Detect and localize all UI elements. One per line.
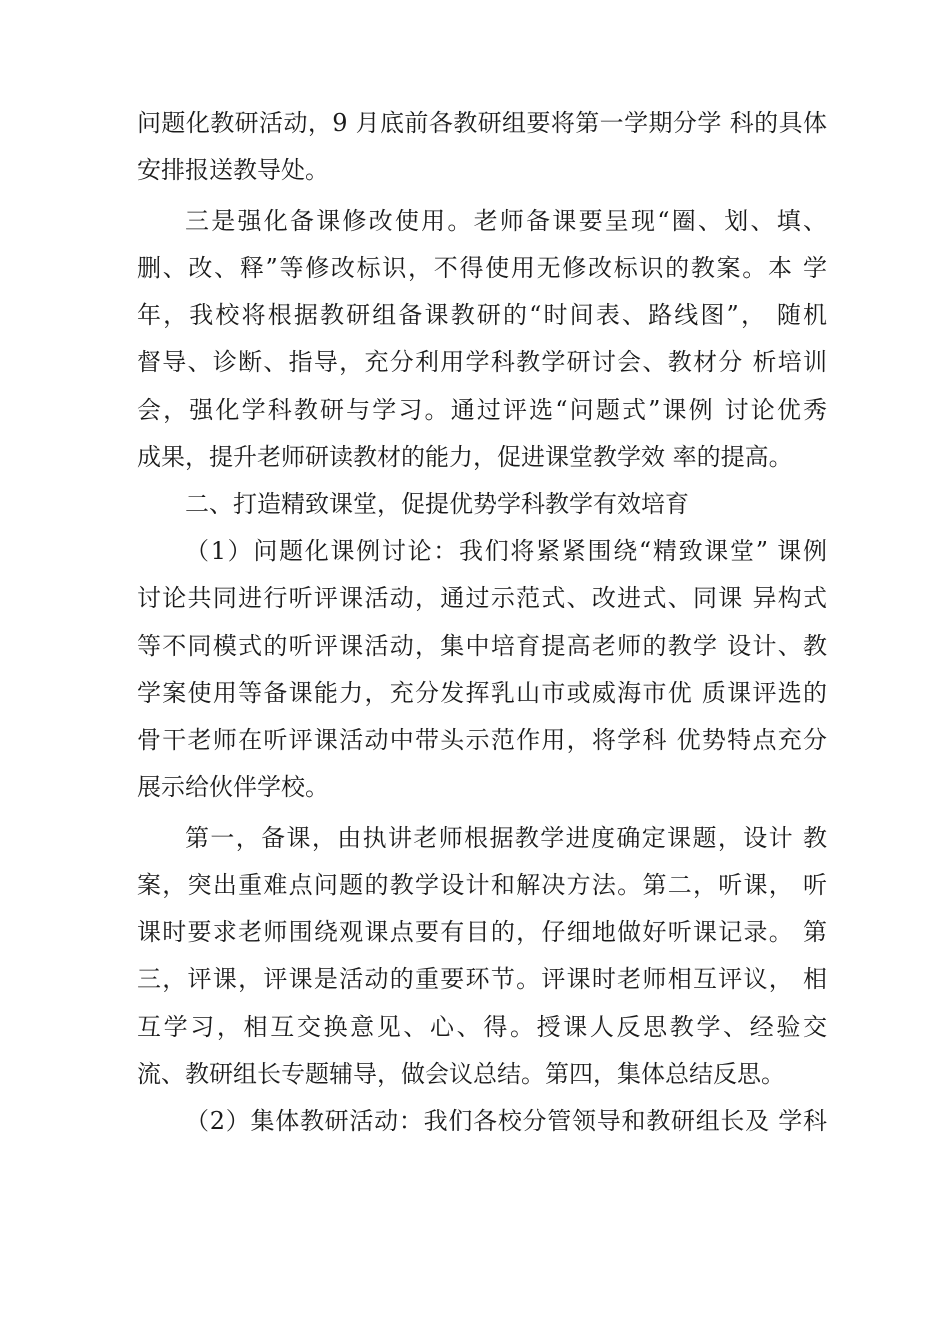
text-line: （2）集体教研活动：我们各校分管领导和教研组长及 学科 <box>185 1106 827 1135</box>
text-line: 会，强化学科教研与学习。通过评选“问题式”课例 讨论优秀 <box>137 395 827 424</box>
text-line: 展示给伙伴学校。 <box>137 773 329 802</box>
text-line: 流、教研组长专题辅导，做会议总结。第四，集体总结反思。 <box>137 1059 785 1088</box>
text-line: 第一，备课，由执讲老师根据教学进度确定课题，设计 教 <box>185 823 827 852</box>
section-heading: 二、打造精致课堂，促提优势学科教学有效培育 <box>185 490 689 518</box>
text-line: 骨干老师在听评课活动中带头示范作用，将学科 优势特点充分 <box>137 725 827 754</box>
text-line: （1）问题化课例讨论：我们将紧紧围绕“精致课堂” 课例 <box>185 537 827 566</box>
text-line: 删、改、释”等修改标识，不得使用无修改标识的教案。本 学 <box>137 254 827 283</box>
text-line: 问题化教研活动，9 月底前各教研组要将第一学期分学 科的具体 <box>137 109 827 137</box>
text-line: 安排报送教导处。 <box>137 156 329 185</box>
document-body <box>137 100 827 1145</box>
text-line: 三是强化备课修改使用。老师备课要呈现“圈、划、填、 <box>185 206 827 235</box>
text-line: 学案使用等备课能力，充分发挥乳山市或威海市优 质课评选的 <box>137 678 827 707</box>
text-line: 三，评课，评课是活动的重要环节。评课时老师相互评议， 相 <box>137 965 827 994</box>
text-line: 案，突出重难点问题的教学设计和解决方法。第二，听课， 听 <box>137 871 827 899</box>
text-line: 课时要求老师围绕观课点要有目的，仔细地做好听课记录。 第 <box>137 918 827 947</box>
text-line: 年，我校将根据教研组备课教研的“时间表、路线图”， 随机 <box>137 301 827 330</box>
text-line: 督导、诊断、指导，充分利用学科教学研讨会、教材分 析培训 <box>137 348 827 377</box>
text-line: 讨论共同进行听评课活动，通过示范式、改进式、同课 异构式 <box>137 584 827 613</box>
text-line: 等不同模式的听评课活动，集中培育提高老师的教学 设计、教 <box>137 631 827 660</box>
text-line: 成果，提升老师研读教材的能力，促进课堂教学效 率的提高。 <box>137 442 793 471</box>
text-line: 互学习，相互交换意见、心、得。授课人反思教学、经验交 <box>137 1012 827 1041</box>
